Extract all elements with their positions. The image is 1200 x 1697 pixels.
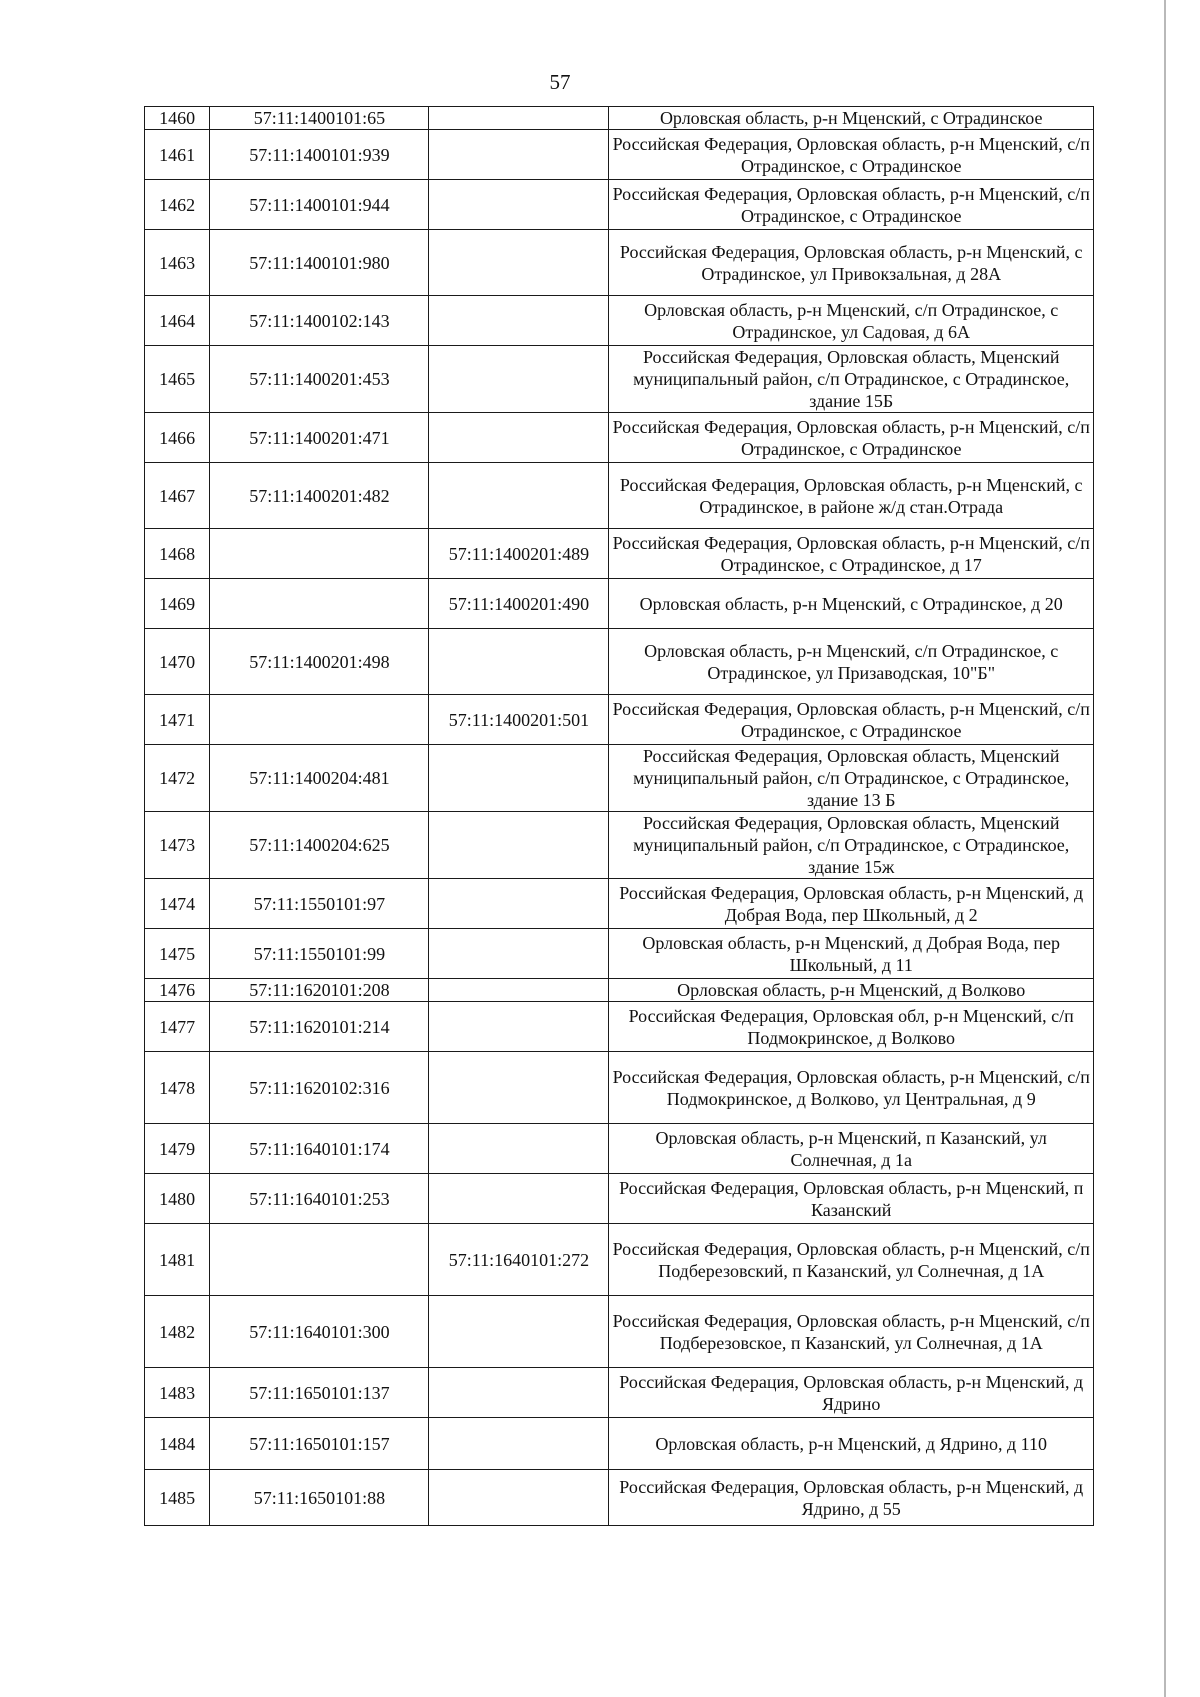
address-cell: Российская Федерация, Орловская область, Мценский муниципальный район, с/п Отрадинское, с Отрадинское, здание 15ж	[609, 812, 1094, 879]
table-row	[145, 413, 1094, 463]
cadastral-number-alt-cell	[429, 107, 609, 130]
cadastral-number-cell	[210, 695, 429, 745]
cadastral-number-alt-cell	[429, 1296, 609, 1368]
table-body	[145, 107, 1094, 1526]
cadastral-number-cell: 57:11:1620101:208	[210, 979, 429, 1002]
address-cell: Российская Федерация, Орловская область, р-н Мценский, с/п Отрадинское, с Отрадинское	[609, 413, 1094, 463]
cadastral-number-cell	[210, 1224, 429, 1296]
table-row	[145, 929, 1094, 979]
table-row	[145, 1296, 1094, 1368]
table-row	[145, 812, 1094, 879]
address-cell: Орловская область, р-н Мценский, с/п Отрадинское, с Отрадинское, ул Призаводская, 10"Б"	[609, 629, 1094, 695]
address-cell: Российская Федерация, Орловская область, р-н Мценский, д Добрая Вода, пер Школьный, д 2	[609, 879, 1094, 929]
cadastral-number-cell: 57:11:1550101:99	[210, 929, 429, 979]
cadastral-number-cell: 57:11:1650101:137	[210, 1368, 429, 1418]
address-cell: Российская Федерация, Орловская область, р-н Мценский, п Казанский	[609, 1174, 1094, 1224]
table-row	[145, 529, 1094, 579]
row-number-cell: 1464	[145, 296, 210, 346]
cadastral-number-cell: 57:11:1400101:944	[210, 180, 429, 230]
table-row	[145, 130, 1094, 180]
cadastral-number-alt-cell	[429, 130, 609, 180]
cadastral-number-cell: 57:11:1640101:174	[210, 1124, 429, 1174]
row-number-cell: 1474	[145, 879, 210, 929]
address-cell: Российская Федерация, Орловская область, р-н Мценский, с/п Отрадинское, с Отрадинское	[609, 695, 1094, 745]
cadastral-number-cell: 57:11:1650101:157	[210, 1418, 429, 1470]
address-cell: Российская Федерация, Орловская область, р-н Мценский, с/п Отрадинское, с Отрадинское	[609, 180, 1094, 230]
row-number-cell: 1475	[145, 929, 210, 979]
table-row	[145, 1224, 1094, 1296]
cadastral-number-alt-cell	[429, 296, 609, 346]
cadastral-number-cell: 57:11:1640101:253	[210, 1174, 429, 1224]
cadastral-number-alt-cell	[429, 230, 609, 296]
cadastral-number-alt-cell	[429, 1470, 609, 1526]
row-number-cell: 1467	[145, 463, 210, 529]
row-number-cell: 1481	[145, 1224, 210, 1296]
cadastral-number-alt-cell	[429, 745, 609, 812]
address-cell: Российская Федерация, Орловская область, р-н Мценский, с/п Отрадинское, с Отрадинское	[609, 130, 1094, 180]
cadastral-number-alt-cell	[429, 879, 609, 929]
table-row	[145, 346, 1094, 413]
row-number-cell: 1466	[145, 413, 210, 463]
address-cell: Орловская область, р-н Мценский, с Отрадинское, д 20	[609, 579, 1094, 629]
address-cell: Российская Федерация, Орловская обл, р-н Мценский, с/п Подмокринское, д Волково	[609, 1002, 1094, 1052]
address-cell: Российская Федерация, Орловская область, р-н Мценский, с/п Подмокринское, д Волково, ул Центральная, д 9	[609, 1052, 1094, 1124]
cadastral-number-cell: 57:11:1400201:482	[210, 463, 429, 529]
cadastral-number-alt-cell: 57:11:1640101:272	[429, 1224, 609, 1296]
row-number-cell: 1485	[145, 1470, 210, 1526]
cadastral-number-cell: 57:11:1400101:939	[210, 130, 429, 180]
cadastral-number-cell: 57:11:1400201:498	[210, 629, 429, 695]
row-number-cell: 1463	[145, 230, 210, 296]
cadastral-number-cell	[210, 529, 429, 579]
table-row	[145, 1418, 1094, 1470]
table-row	[145, 1470, 1094, 1526]
row-number-cell: 1465	[145, 346, 210, 413]
address-cell: Орловская область, р-н Мценский, д Волково	[609, 979, 1094, 1002]
row-number-cell: 1461	[145, 130, 210, 180]
row-number-cell: 1460	[145, 107, 210, 130]
row-number-cell: 1468	[145, 529, 210, 579]
address-cell: Российская Федерация, Орловская область, р-н Мценский, д Ядрино	[609, 1368, 1094, 1418]
table-row	[145, 1002, 1094, 1052]
cadastral-number-alt-cell	[429, 1174, 609, 1224]
row-number-cell: 1462	[145, 180, 210, 230]
cadastral-number-alt-cell	[429, 812, 609, 879]
address-cell: Орловская область, р-н Мценский, с/п Отрадинское, с Отрадинское, ул Садовая, д 6А	[609, 296, 1094, 346]
cadastral-number-alt-cell	[429, 1368, 609, 1418]
table-row	[145, 1052, 1094, 1124]
cadastral-number-cell: 57:11:1550101:97	[210, 879, 429, 929]
cadastral-number-cell: 57:11:1400201:453	[210, 346, 429, 413]
cadastral-number-alt-cell: 57:11:1400201:490	[429, 579, 609, 629]
cadastral-number-alt-cell	[429, 1052, 609, 1124]
table-row	[145, 1124, 1094, 1174]
address-cell: Российская Федерация, Орловская область, р-н Мценский, с/п Подберезовское, п Казанский, ул Солнечная, д 1А	[609, 1296, 1094, 1368]
table-row	[145, 463, 1094, 529]
row-number-cell: 1479	[145, 1124, 210, 1174]
page-edge-line	[1164, 0, 1166, 1697]
table-row	[145, 745, 1094, 812]
row-number-cell: 1482	[145, 1296, 210, 1368]
table-row	[145, 180, 1094, 230]
row-number-cell: 1470	[145, 629, 210, 695]
row-number-cell: 1476	[145, 979, 210, 1002]
cadastral-number-cell: 57:11:1400204:481	[210, 745, 429, 812]
cadastral-number-cell: 57:11:1400101:980	[210, 230, 429, 296]
address-cell: Российская Федерация, Орловская область, Мценский муниципальный район, с/п Отрадинское, с Отрадинское, здание 15Б	[609, 346, 1094, 413]
cadastral-number-cell: 57:11:1620101:214	[210, 1002, 429, 1052]
address-cell: Российская Федерация, Орловская область, р-н Мценский, с Отрадинское, в районе ж/д стан.Отрада	[609, 463, 1094, 529]
cadastral-number-alt-cell: 57:11:1400201:489	[429, 529, 609, 579]
table-row	[145, 1174, 1094, 1224]
cadastral-number-cell: 57:11:1400102:143	[210, 296, 429, 346]
row-number-cell: 1469	[145, 579, 210, 629]
page-number: 57	[549, 70, 571, 94]
address-cell: Российская Федерация, Орловская область, Мценский муниципальный район, с/п Отрадинское, с Отрадинское, здание 13 Б	[609, 745, 1094, 812]
cadastral-number-alt-cell	[429, 463, 609, 529]
cadastral-number-cell: 57:11:1400101:65	[210, 107, 429, 130]
cadastral-number-cell: 57:11:1650101:88	[210, 1470, 429, 1526]
cadastral-registry-table	[144, 106, 1094, 1526]
table-row	[145, 296, 1094, 346]
table-row	[145, 579, 1094, 629]
cadastral-number-cell: 57:11:1400204:625	[210, 812, 429, 879]
cadastral-number-alt-cell	[429, 929, 609, 979]
row-number-cell: 1477	[145, 1002, 210, 1052]
cadastral-number-alt-cell	[429, 1124, 609, 1174]
row-number-cell: 1483	[145, 1368, 210, 1418]
cadastral-number-cell: 57:11:1400201:471	[210, 413, 429, 463]
row-number-cell: 1473	[145, 812, 210, 879]
address-cell: Орловская область, р-н Мценский, д Добрая Вода, пер Школьный, д 11	[609, 929, 1094, 979]
cadastral-number-alt-cell: 57:11:1400201:501	[429, 695, 609, 745]
row-number-cell: 1478	[145, 1052, 210, 1124]
table-row	[145, 1368, 1094, 1418]
address-cell: Российская Федерация, Орловская область, р-н Мценский, с Отрадинское, ул Привокзальная, д 28А	[609, 230, 1094, 296]
cadastral-number-alt-cell	[429, 979, 609, 1002]
cadastral-number-cell	[210, 579, 429, 629]
table-row	[145, 879, 1094, 929]
cadastral-number-cell: 57:11:1620102:316	[210, 1052, 429, 1124]
address-cell: Российская Федерация, Орловская область, р-н Мценский, д Ядрино, д 55	[609, 1470, 1094, 1526]
table-row	[145, 695, 1094, 745]
row-number-cell: 1484	[145, 1418, 210, 1470]
cadastral-number-alt-cell	[429, 1002, 609, 1052]
cadastral-number-alt-cell	[429, 346, 609, 413]
row-number-cell: 1472	[145, 745, 210, 812]
cadastral-number-alt-cell	[429, 629, 609, 695]
address-cell: Орловская область, р-н Мценский, с Отрадинское	[609, 107, 1094, 130]
address-cell: Российская Федерация, Орловская область, р-н Мценский, с/п Подберезовский, п Казанский, ул Солнечная, д 1А	[609, 1224, 1094, 1296]
row-number-cell: 1480	[145, 1174, 210, 1224]
address-cell: Орловская область, р-н Мценский, п Казанский, ул Солнечная, д 1а	[609, 1124, 1094, 1174]
cadastral-number-alt-cell	[429, 413, 609, 463]
table-row	[145, 979, 1094, 1002]
table-row	[145, 107, 1094, 130]
table-row	[145, 230, 1094, 296]
cadastral-number-alt-cell	[429, 1418, 609, 1470]
row-number-cell: 1471	[145, 695, 210, 745]
cadastral-number-cell: 57:11:1640101:300	[210, 1296, 429, 1368]
cadastral-number-alt-cell	[429, 180, 609, 230]
table-row	[145, 629, 1094, 695]
address-cell: Орловская область, р-н Мценский, д Ядрино, д 110	[609, 1418, 1094, 1470]
address-cell: Российская Федерация, Орловская область, р-н Мценский, с/п Отрадинское, с Отрадинское, д 17	[609, 529, 1094, 579]
